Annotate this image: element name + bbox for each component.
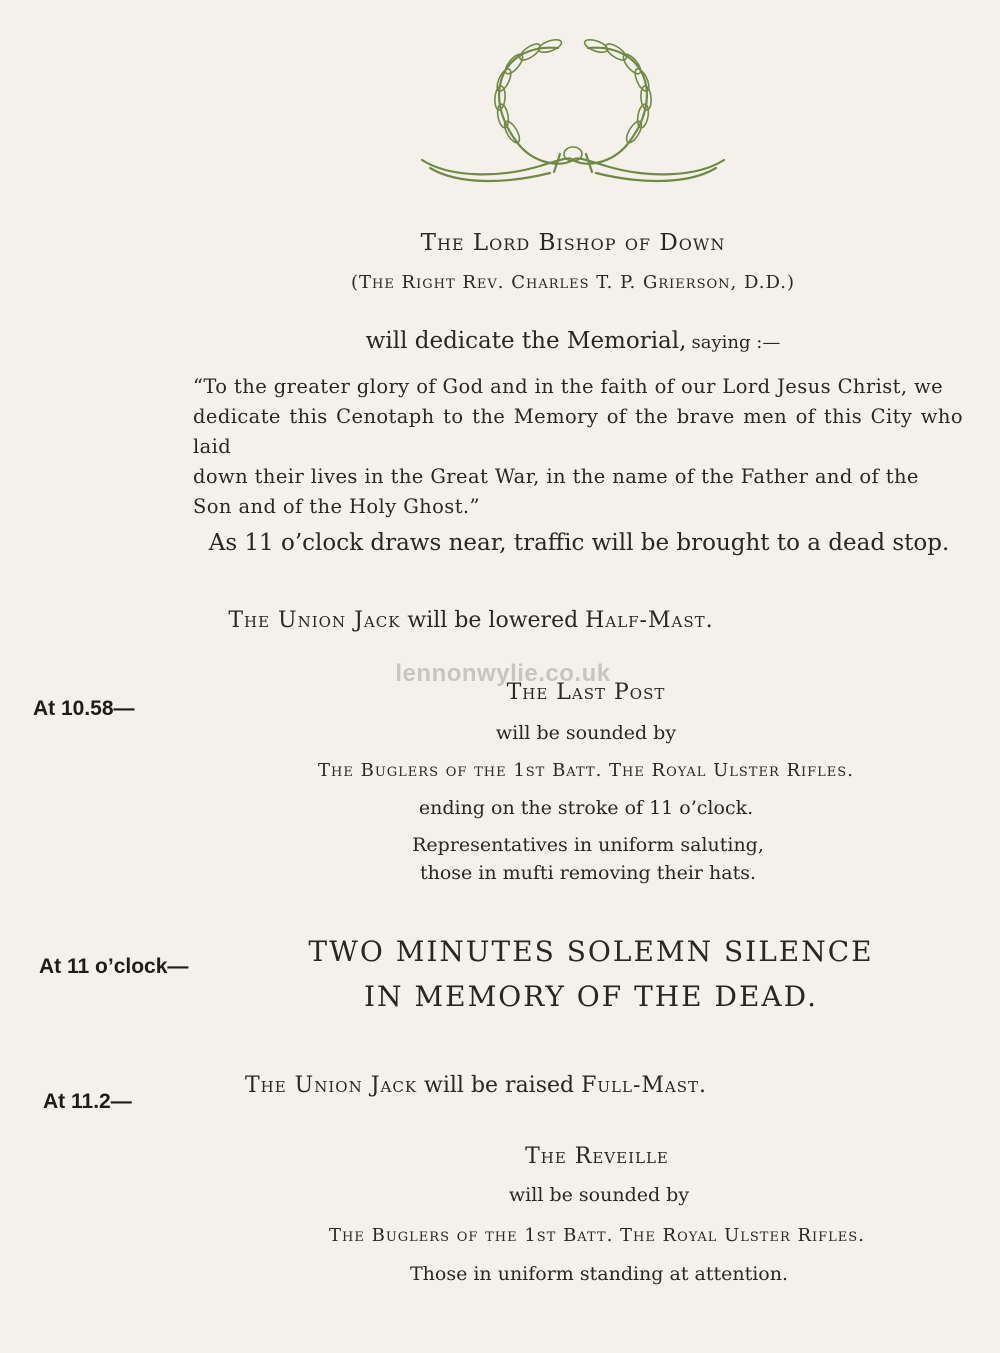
last-post-line3: ending on the stroke of 11 o’clock. [418, 797, 754, 819]
last-post-line1: will be sounded by [495, 722, 677, 744]
prayer-line: “To the greater glory of God and in the faith of our Lord Jesus Christ, we [193, 375, 944, 398]
flag-lowered-prefix: The Union Jack [228, 608, 401, 633]
dedicate-line [73, 328, 1000, 354]
silence-line2: IN MEMORY OF THE DEAD. [364, 980, 818, 1013]
prayer-line: down their lives in the Great War, in the name of the Father and of the [193, 465, 919, 488]
silence-line1: TWO MINUTES SOLEMN SILENCE [308, 935, 874, 968]
time-label-112: At 11.2— [43, 1090, 132, 1113]
reveille-heading: The Reveille [525, 1144, 669, 1169]
reveille-line2: The Buglers of the 1st Batt. The Royal Ulster Rifles. [329, 1225, 865, 1246]
time-label-1058: At 10.58— [33, 697, 135, 720]
flag-lowered-line [0, 608, 971, 633]
dedicate-main: will dedicate the Memorial, [365, 328, 687, 354]
flag-lowered-suffix: Half-Mast. [585, 608, 714, 633]
dedicate-tail: saying :— [691, 332, 781, 353]
last-post-heading: The Last Post [506, 680, 666, 705]
traffic-line: As 11 o’clock draws near, traffic will be brought to a dead stop. [208, 530, 950, 556]
flag-raised-middle: will be raised [417, 1073, 582, 1098]
last-post-line4: Representatives in uniform saluting, [412, 834, 764, 856]
laurel-wreath-icon [410, 28, 735, 188]
watermark: lennonwylie.co.uk [395, 660, 611, 687]
bishop-subtitle: (The Right Rev. Charles T. P. Grierson, D.D.) [350, 272, 795, 293]
last-post-line2: The Buglers of the 1st Batt. The Royal Ulster Rifles. [318, 760, 854, 781]
flag-raised-suffix: Full-Mast. [581, 1073, 708, 1098]
time-label-11: At 11 o’clock— [39, 955, 189, 978]
dedication-prayer [193, 372, 963, 522]
reveille-line1: will be sounded by [508, 1184, 690, 1206]
prayer-line: Son and of the Holy Ghost.” [193, 495, 480, 518]
flag-raised-line [0, 1073, 976, 1098]
last-post-line5: those in mufti removing their hats. [419, 862, 757, 884]
prayer-line: dedicate this Cenotaph to the Memory of the brave men of this City who laid [193, 405, 963, 458]
flag-raised-prefix: The Union Jack [244, 1073, 418, 1098]
flag-lowered-middle: will be lowered [400, 608, 586, 633]
reveille-line3: Those in uniform standing at attention. [409, 1263, 789, 1285]
bishop-title: The Lord Bishop of Down [420, 230, 726, 256]
